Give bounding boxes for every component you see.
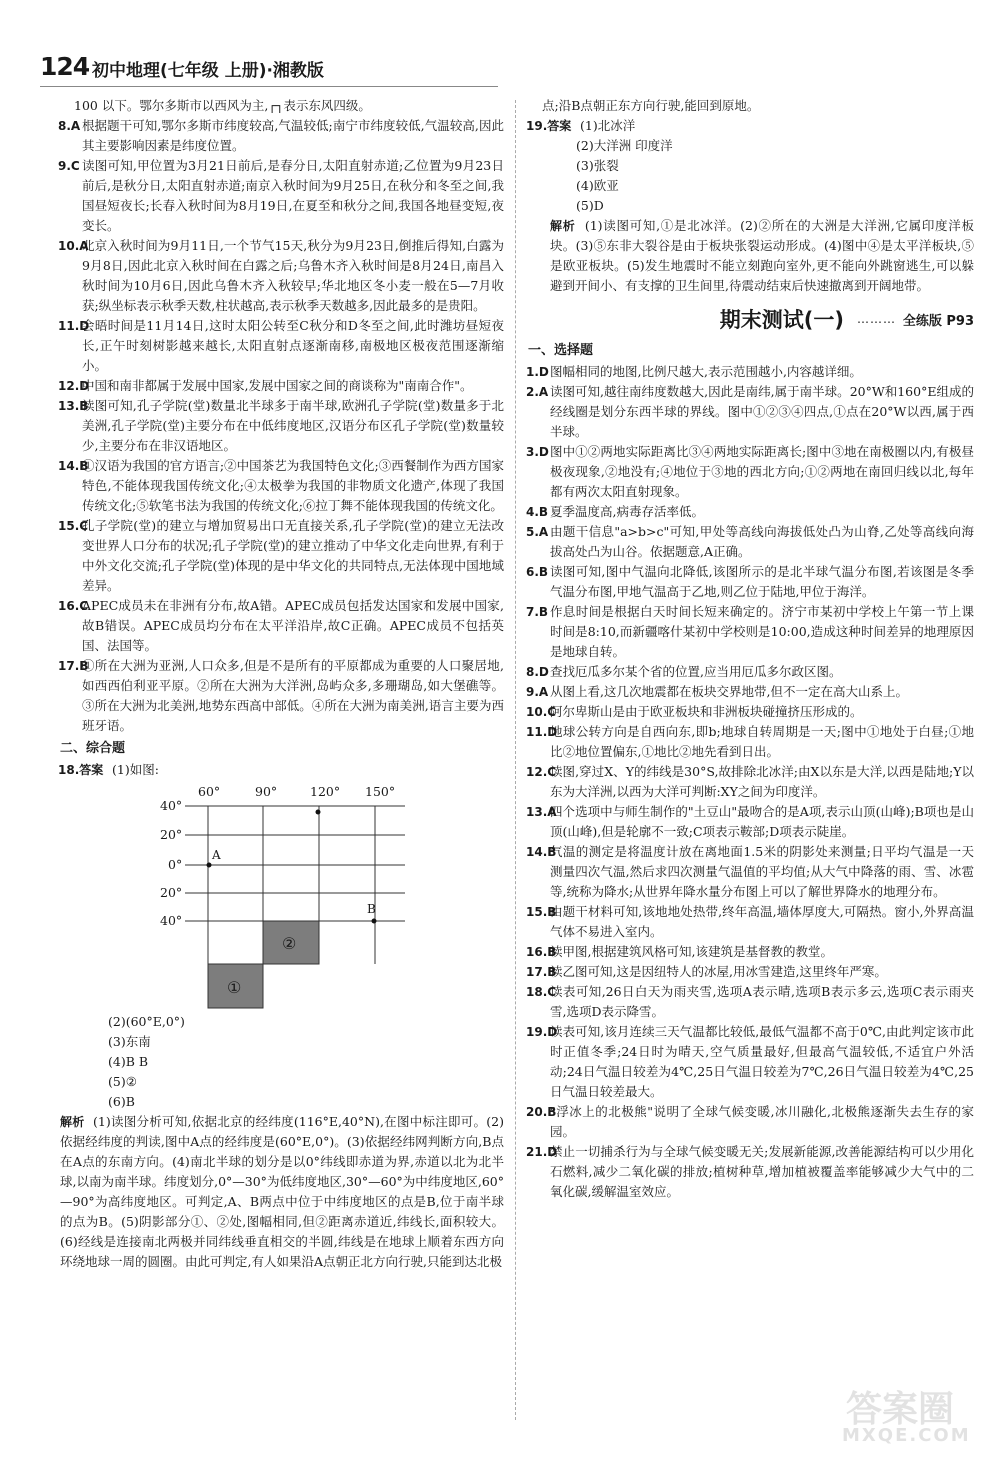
q19-answer: (3)张裂 <box>576 158 619 173</box>
answer-item <box>528 662 974 682</box>
answer-number: 8.A <box>58 119 81 133</box>
answer-number: 13.A <box>526 805 557 819</box>
answer-text: 阿尔卑斯山是由于欧亚板块和非洲板块碰撞挤压形成的。 <box>550 704 863 719</box>
beijing-point-marker <box>316 810 321 815</box>
q19-label: 19.答案 <box>526 119 572 133</box>
answer-number: 15.C <box>58 519 89 533</box>
q18-answers <box>60 1012 504 1112</box>
q19-answers <box>528 136 974 216</box>
answer-text: APEC成员未在非洲有分布,故A错。APEC成员包括发达国家和发展中国家,故B错误。APEC成员均分布在太平洋沿岸,故C正确。APEC成员不包括英国、法国等。 <box>82 598 504 653</box>
answer-number: 17.B <box>58 659 89 673</box>
answer-text: 读图可知,孔子学院(堂)数量北半球多于南半球,欧洲孔子学院(堂)数量多于北美洲,孔子学院(堂)主要分布在中低纬度地区,汉语分布区孔子学院(堂)数量较少,主要分布在非汉语地区。 <box>82 398 504 453</box>
watermark-logo-text: 答案圈 <box>846 1389 955 1430</box>
answer-number: 16.B <box>526 945 557 959</box>
answer-item <box>528 602 974 662</box>
watermark <box>836 1381 986 1447</box>
answer-text: 读图可知,越往南纬度数越大,因此是南纬,属于南半球。20°W和160°E组成的经线圈是划分东西半球的界线。图中①②③④四点,①点在20°W以西,属于西半球。 <box>550 384 974 439</box>
answer-number: 13.B <box>58 399 89 413</box>
answer-item <box>528 722 974 762</box>
left-column <box>60 96 504 1272</box>
answer-number: 5.A <box>526 525 549 539</box>
answer-text: 从图上看,这几次地震都在板块交界地带,但不一定在高大山系上。 <box>550 684 908 699</box>
answer-text: 读图可知,甲位置为3月21日前后,是春分日,太阳直射赤道;乙位置为9月23日前后,是秋分日,太阳直射赤道;南京入秋时间为9月25日,在秋分和冬至之间,我国昼短夜长;长春入秋时间为8月19日,在夏至和秋分之间,我国各地昼变短,夜变长。 <box>82 158 504 233</box>
analysis-text: (1)读图分析可知,依据北京的经纬度(116°E,40°N),在图中标注即可。(2)依据经纬度的判读,图中A点的经纬度是(60°E,0°)。(3)依据经纬网判断方向,B点在A点的东南方向。(4)南北半球的划分是以0°纬线即赤道为界,赤道以北为北半球,以南为南半球。纬度划分,0°—30°为低纬度地区,30°—60°为中纬度地区,60°—90°为高纬度地区。可判定,A、B两点中位于中纬度地区的点是B,位于南半球的点为B。(5)阴影部分①、②处,图幅相同,但②距离赤道近,纬线长,面积较大。(6)经线是连接南北两极并同纬线垂直相交的半圆,纬线是在地球上顺着东西方向环绕地球一周的圆圈。由此可判定,有人如果沿A点朝正北方向行驶,只能到达北极 <box>60 1114 504 1269</box>
q19-answer: (4)欧亚 <box>576 178 619 193</box>
lon-label: 120° <box>310 784 341 799</box>
answer-text: 作息时间是根据白天时间长短来确定的。济宁市某初中学校上午第一节上课时间是8:10,而新疆喀什某初中学校则是10:00,造成这种时间差异的地理原因是地球自转。 <box>550 604 974 659</box>
answer-number: 10.C <box>526 705 557 719</box>
answer-item <box>528 1022 974 1102</box>
answer-number: 21.D <box>526 1145 558 1159</box>
answer-text: 根据题干可知,鄂尔多斯市纬度较高,气温较低;南宁市纬度较低,气温较高,因此其主要影响因素是纬度位置。 <box>82 118 504 153</box>
answer-number: 18.C <box>526 985 557 999</box>
q19-answer: (5)D <box>576 198 604 213</box>
chapter-title: 期末测试(一) <box>719 308 844 332</box>
left-answer-list <box>60 116 504 736</box>
q19-first-line <box>528 116 974 136</box>
answer-item <box>528 842 974 902</box>
answer-text: 读图,穿过X、Y的纬线是30°S,故排除北冰洋;由X以东是大洋,以西是陆地;Y以东为大洋洲,以西为大洋可判断:XY之间为印度洋。 <box>550 764 974 799</box>
page-header <box>40 50 540 90</box>
lat-label: 0° <box>168 857 183 872</box>
answer-item <box>60 596 504 656</box>
answer-text: "浮冰上的北极熊"说明了全球气候变暖,冰川融化,北极熊逐渐失去生存的家园。 <box>550 1104 974 1139</box>
answer-item <box>60 456 504 516</box>
chapter-header <box>528 300 974 338</box>
lat-label: 20° <box>160 827 183 842</box>
answer-number: 10.A <box>58 239 89 253</box>
answer-item <box>60 316 504 376</box>
answer-text: 读表可知,26日白天为雨夹雪,选项A表示晴,选项B表示多云,选项C表示雨夹雪,选项D表示降雪。 <box>550 984 974 1019</box>
answer-text: 四个选项中与师生制作的"土豆山"最吻合的是A项,表示山顶(山峰);B项也是山顶(山峰),但是轮廓不一致;C项表示鞍部;D项表示陡崖。 <box>550 804 974 839</box>
q18-answer: (4)B B <box>108 1054 149 1069</box>
analysis-label: 解析 <box>60 1115 85 1129</box>
watermark-url: MXQE.COM <box>842 1425 971 1446</box>
q19-analysis <box>528 216 974 296</box>
point-a-label: A <box>212 848 221 862</box>
q18-label: 18.答案 <box>58 763 104 777</box>
chapter-page-ref: 全练版 P93 <box>902 314 974 329</box>
answer-number: 12.D <box>58 379 90 393</box>
lat-label: 40° <box>160 913 183 928</box>
q18-answer: (6)B <box>108 1094 135 1109</box>
answer-item <box>528 682 974 702</box>
answer-item <box>528 902 974 942</box>
lon-label: 60° <box>198 784 221 799</box>
right-answer-list <box>528 362 974 1202</box>
answer-number: 15.B <box>526 905 557 919</box>
answer-item <box>60 116 504 156</box>
answer-text: 读乙图可知,这是因纽特人的冰屋,用冰雪建造,这里终年严寒。 <box>550 964 887 979</box>
answer-item <box>528 1142 974 1202</box>
answer-text: 会晤时间是11月14日,这时太阳公转至C秋分和D冬至之间,此时潍坊昼短夜长,正午时刻树影越来越长,太阳直射点逐渐南移,南极地区极夜范围逐渐缩小。 <box>82 318 504 373</box>
continuation-text: 100 以下。鄂尔多斯市以西风为主,┌┐表示东风四级。 <box>74 98 371 113</box>
continuation-text: 点;沿B点朝正东方向行驶,能回到原地。 <box>542 98 760 113</box>
answer-text: 读图可知,图中气温向北降低,该图所示的是北半球气温分布图,若该图是冬季气温分布图,甲地气温高于乙地,则乙位于陆地,甲位于海洋。 <box>550 564 974 599</box>
answer-text: 读甲图,根据建筑风格可知,该建筑是基督教的教堂。 <box>550 944 833 959</box>
answer-item <box>60 516 504 596</box>
answer-item <box>60 156 504 236</box>
q19-first-answer: (1)北冰洋 <box>580 118 636 133</box>
lat-label: 20° <box>160 885 183 900</box>
q18-analysis <box>60 1112 504 1272</box>
header-rule <box>40 86 498 87</box>
answer-item <box>528 382 974 442</box>
answer-item <box>60 376 504 396</box>
answer-item <box>60 396 504 456</box>
answer-text: 孔子学院(堂)的建立与增加贸易出口无直接关系,孔子学院(堂)的建立无法改变世界人口分布的状况;孔子学院(堂)的建立推动了中华文化走向世界,有利于中外文化交流;孔子学院(堂)体现的是中华文化的共同特点,无法体现中国地域差异。 <box>82 518 504 593</box>
answer-text: 北京入秋时间为9月11日,一个节气15天,秋分为9月23日,倒推后得知,白露为9月8日,因此北京入秋时间在白露之后;乌鲁木齐入秋时间是8月24日,南昌入秋时间为10月6日,因此乌鲁木齐入秋较早;华北地区冬小麦一般在5—7月收获;纵坐标表示秋季天数,柱状越高,表示秋季天数越多,因此最多的是贵阳。 <box>82 238 504 313</box>
answer-text: 由题干材料可知,该地地处热带,终年高温,墙体厚度大,可隔热。窗小,外界高温气体不易进入室内。 <box>550 904 974 939</box>
answer-item <box>528 522 974 562</box>
answer-item <box>528 562 974 602</box>
answer-number: 11.D <box>526 725 558 739</box>
q18-answer: (3)东南 <box>108 1034 151 1049</box>
answer-item <box>528 502 974 522</box>
answer-text: 地球公转方向是自西向东,即b;地球自转周期是一天;图中①地处于白昼;①地比②地位置偏东,①地比②地先看到日出。 <box>550 724 974 759</box>
answer-item <box>528 942 974 962</box>
answer-item <box>528 762 974 802</box>
answer-number: 14.B <box>526 845 557 859</box>
region-2-label: ② <box>282 934 297 953</box>
lon-label: 90° <box>255 784 278 799</box>
answer-number: 7.B <box>526 605 549 619</box>
answer-item <box>528 962 974 982</box>
answer-item <box>528 702 974 722</box>
answer-number: 19.D <box>526 1025 558 1039</box>
answer-text: ①汉语为我国的官方语言;②中国茶艺为我国特色文化;③西餐制作为西方国家特色,不能体现我国传统文化;④太极拳为我国的非物质文化遗产,体现了我国传统文化;⑤软笔书法为我国的传统文化;⑥拉丁舞不能体现我国的传统文化。 <box>82 458 504 513</box>
q18-answer: (5)② <box>108 1074 137 1089</box>
point-b-label: B <box>367 902 376 916</box>
answer-text: 查找厄瓜多尔某个省的位置,应当用厄瓜多尔政区图。 <box>550 664 842 679</box>
answer-item <box>528 802 974 842</box>
answer-text: 由题干信息"a>b>c"可知,甲处等高线向海拔低处凸为山脊,乙处等高线向海拔高处凸为山谷。依据题意,A正确。 <box>550 524 974 559</box>
answer-number: 11.D <box>58 319 90 333</box>
point-a-marker <box>207 863 212 868</box>
q18-answer: (2)(60°E,0°) <box>108 1014 185 1029</box>
answer-number: 4.B <box>526 505 549 519</box>
answer-number: 9.A <box>526 685 549 699</box>
answer-number: 12.C <box>526 765 557 779</box>
q18-first-answer: (1)如图: <box>112 762 159 777</box>
answer-number: 14.B <box>58 459 89 473</box>
answer-text: 中国和南非都属于发展中国家,发展中国家之间的商谈称为"南南合作"。 <box>82 378 473 393</box>
answer-number: 6.B <box>526 565 549 579</box>
answer-number: 8.D <box>526 665 549 679</box>
answer-item <box>528 442 974 502</box>
answer-item <box>528 1102 974 1142</box>
point-b-marker <box>372 919 377 924</box>
answer-number: 9.C <box>58 159 80 173</box>
answer-text: 图中①②两地实际距离比③④两地实际距离长;图中③地在南极圈以内,有极昼极夜现象,②地没有;④地位于③地的西北方向;①②两地在南回归线以北,每年都有两次太阳直射现象。 <box>550 444 974 499</box>
answer-item <box>60 236 504 316</box>
answer-text: 禁止一切捕杀行为与全球气候变暖无关;发展新能源,改善能源结构可以少用化石燃料,减少二氧化碳的排放;植树种草,增加植被覆盖率能够减少大气中的二氧化碳,缓解温室效应。 <box>550 1144 974 1199</box>
page-number: 124 <box>40 52 90 81</box>
answer-text: 气温的测定是将温度计放在离地面1.5米的阴影处来测量;日平均气温是一天测量四次气温,然后求四次测量气温值的平均值;从大气中降落的雨、雪、冰雹等,统称为降水;从世界年降水量分布图上可以了解世界降水的地理分布。 <box>550 844 974 899</box>
answer-number: 17.B <box>526 965 557 979</box>
answer-text: 夏季温度高,病毒存活率低。 <box>550 504 704 519</box>
answer-text: 读表可知,该月连续三天气温都比较低,最低气温都不高于0℃,由此判定该市此时正值冬季;24日时为晴天,空气质量最好,但最高气温较低,不适宜户外活动;24日气温日较差为4℃,25日气温日较差为7℃,26日气温日较差为4℃,25日气温日较差最大。 <box>550 1024 974 1099</box>
answer-item <box>60 656 504 736</box>
answer-text: 图幅相同的地图,比例尺越大,表示范围越小,内容越详细。 <box>550 364 862 379</box>
column-divider <box>515 100 516 1420</box>
region-1-label: ① <box>227 978 242 997</box>
lat-label: 40° <box>160 798 183 813</box>
answer-number: 2.A <box>526 385 549 399</box>
section-heading-choice: 一、选择题 <box>528 343 594 358</box>
lat-lon-grid-figure <box>60 780 504 1012</box>
lon-label: 150° <box>365 784 396 799</box>
answer-number: 20.B <box>526 1105 557 1119</box>
q19-answer: (2)大洋洲 印度洋 <box>576 138 673 153</box>
answer-item <box>528 362 974 382</box>
answer-number: 16.C <box>58 599 89 613</box>
book-title: 初中地理(七年级 上册)·湘教版 <box>92 61 324 81</box>
chapter-leader-dots: ……… <box>857 312 896 326</box>
section-heading-comprehensive: 二、综合题 <box>60 741 126 756</box>
analysis-label: 解析 <box>550 219 576 233</box>
q18-first-line <box>60 760 504 780</box>
answer-text: ①所在大洲为亚洲,人口众多,但是不是所有的平原都成为重要的人口聚居地,如西西伯利亚平原。②所在大洲为大洋洲,岛屿众多,多珊瑚岛,如大堡礁等。③所在大洲为北美洲,地势东西高中部低。④所在大洲为南美洲,语言主要为西班牙语。 <box>82 658 504 733</box>
right-column <box>528 96 974 1202</box>
answer-item <box>528 982 974 1022</box>
answer-number: 3.D <box>526 445 549 459</box>
analysis-text: (1)读图可知,①是北冰洋。(2)②所在的大洲是大洋洲,它属印度洋板块。(3)⑤东非大裂谷是由于板块张裂运动形成。(4)图中④是太平洋板块,⑤是欧亚板块。(5)发生地震时不能立刻跑向室外,更不能向外跳窗逃生,可以躲避到开间小、有支撑的卫生间里,待震动结束后快速撤离到开阔地带。 <box>550 218 974 293</box>
lat-lon-grid <box>60 780 504 1012</box>
answer-number: 1.D <box>526 365 549 379</box>
